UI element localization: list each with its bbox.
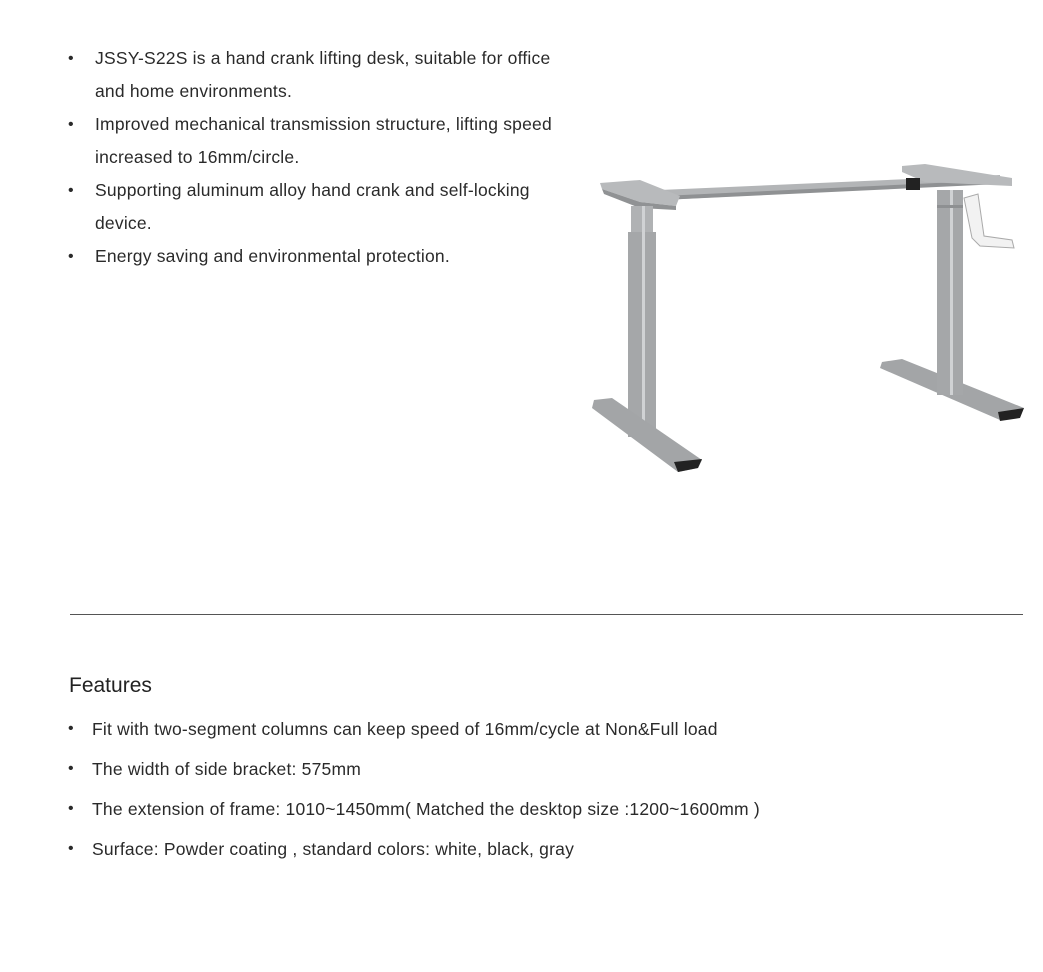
intro-bullet: • Energy saving and environmental protection. xyxy=(66,240,556,273)
feature-item: • The width of side bracket: 575mm xyxy=(66,756,760,796)
features-list xyxy=(66,716,760,876)
feature-item: • The extension of frame: 1010~1450mm( Matched the desktop size :1200~1600mm ) xyxy=(66,796,760,836)
desk-frame-image xyxy=(580,150,1040,490)
intro-bullet: • Supporting aluminum alloy hand crank and self-locking device. xyxy=(66,174,556,240)
feature-item: • Fit with two-segment columns can keep speed of 16mm/cycle at Non&Full load xyxy=(66,716,760,756)
section-divider xyxy=(70,614,1023,615)
intro-bullet-list xyxy=(66,42,556,273)
features-heading: Features xyxy=(69,674,152,697)
intro-bullet: • Improved mechanical transmission structure, lifting speed increased to 16mm/circle. xyxy=(66,108,556,174)
intro-bullet: • JSSY-S22S is a hand crank lifting desk, suitable for office and home environments. xyxy=(66,42,556,108)
feature-item: • Surface: Powder coating , standard colors: white, black, gray xyxy=(66,836,760,876)
